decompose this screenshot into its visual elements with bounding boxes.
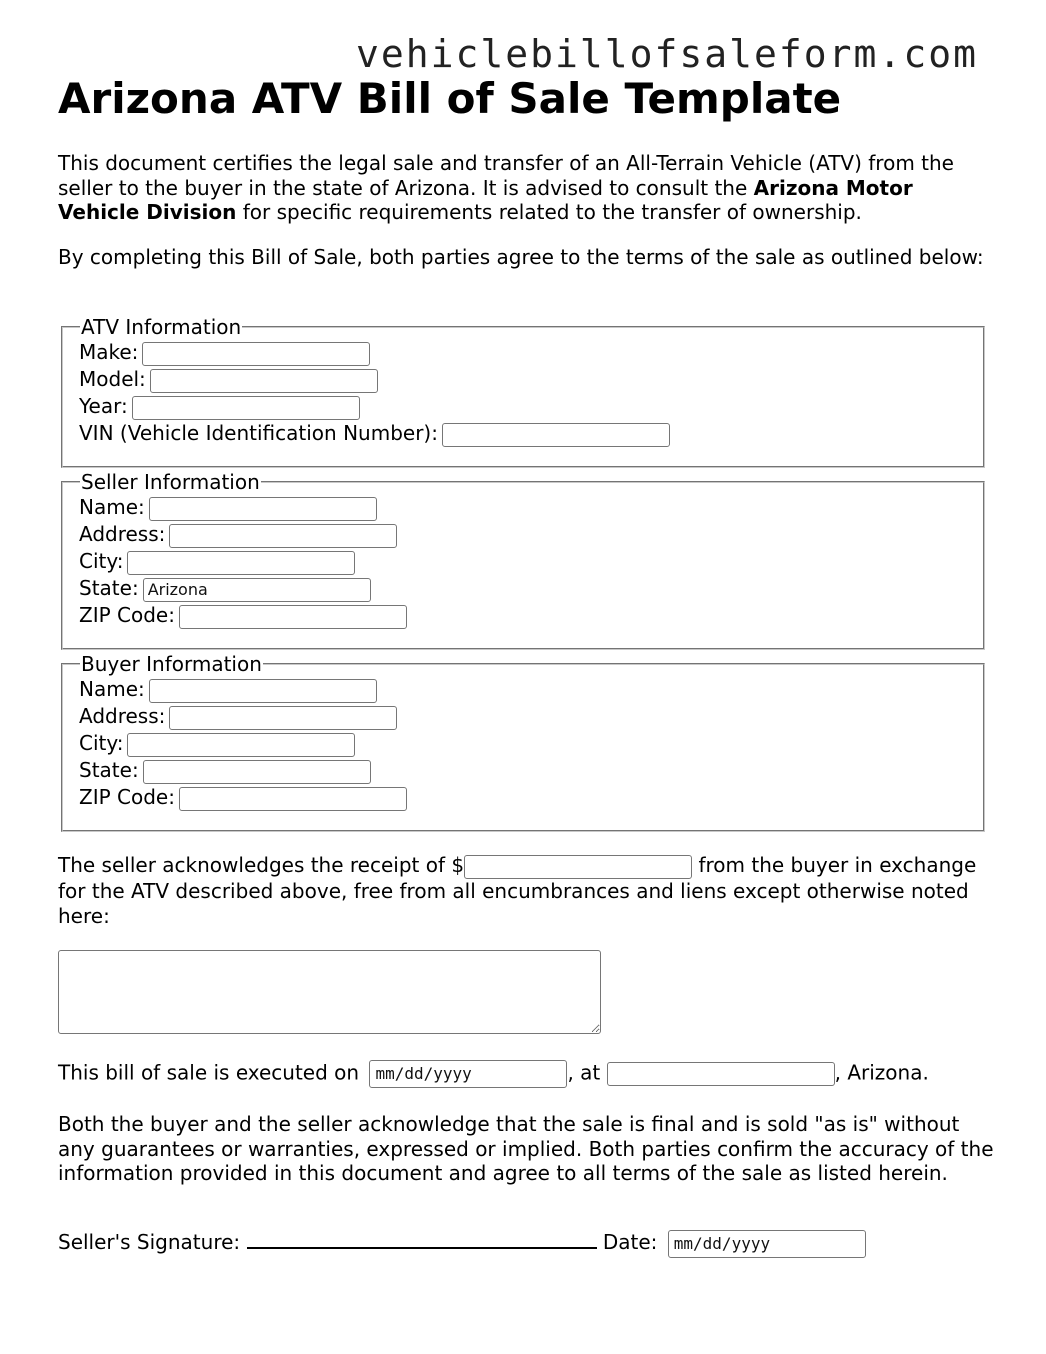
seller-city-row xyxy=(79,548,983,575)
signature-date-label: Date: xyxy=(596,1230,664,1254)
seller-state-row xyxy=(79,575,983,602)
buyer-name-input[interactable] xyxy=(149,679,377,703)
seller-address-row xyxy=(79,521,983,548)
buyer-address-label: Address: xyxy=(79,704,166,728)
payment-text: The seller acknowledges the receipt of $ xyxy=(58,853,465,877)
payment-text-end: from the buyer in exchange for the ATV described above, free from all encumbrances and liens except otherwise noted here: xyxy=(58,853,977,928)
seller-info-legend: Seller Information xyxy=(81,470,260,494)
signature-date-input[interactable]: mm/dd/yyyy xyxy=(668,1230,866,1258)
seller-signature-line[interactable] xyxy=(247,1229,597,1249)
model-row xyxy=(79,366,983,393)
seller-info-section xyxy=(61,470,985,650)
execution-state-text: , Arizona. xyxy=(834,1060,929,1085)
seller-city-input[interactable] xyxy=(127,551,355,575)
make-row xyxy=(79,339,983,366)
model-label: Model: xyxy=(79,367,146,391)
seller-zip-row xyxy=(79,602,983,629)
execution-text: This bill of sale is executed on xyxy=(58,1060,366,1085)
buyer-city-label: City: xyxy=(79,731,124,755)
buyer-zip-row xyxy=(79,784,983,811)
year-row xyxy=(79,393,983,420)
buyer-city-input[interactable] xyxy=(127,733,355,757)
seller-name-row xyxy=(79,494,983,521)
vin-label: VIN (Vehicle Identification Number): xyxy=(79,421,438,445)
buyer-zip-input[interactable] xyxy=(179,787,407,811)
seller-address-input[interactable] xyxy=(169,524,397,548)
final-statement: Both the buyer and the seller acknowledge that the sale is final and is sold "as is" without any guarantees or warranties, expressed or implied. Both parties confirm the accuracy of the information provided in this document and agree to all terms of the sale as listed herein. xyxy=(58,1112,994,1185)
seller-name-label: Name: xyxy=(79,495,145,519)
execution-city-input[interactable] xyxy=(607,1062,835,1086)
buyer-state-label: State: xyxy=(79,758,139,782)
atv-info-legend: ATV Information xyxy=(81,315,242,339)
payment-amount-input[interactable] xyxy=(464,855,692,879)
seller-name-input[interactable] xyxy=(149,497,377,521)
year-label: Year: xyxy=(79,394,128,418)
seller-city-label: City: xyxy=(79,549,124,573)
buyer-state-row xyxy=(79,757,983,784)
buyer-address-row xyxy=(79,703,983,730)
year-input[interactable] xyxy=(132,396,360,420)
vin-input[interactable] xyxy=(442,423,670,447)
buyer-name-label: Name: xyxy=(79,677,145,701)
intro-paragraph xyxy=(58,151,998,225)
buyer-info-legend: Buyer Information xyxy=(81,652,262,676)
signature-row xyxy=(58,1229,866,1258)
execution-row xyxy=(58,1060,929,1088)
buyer-zip-label: ZIP Code: xyxy=(79,785,175,809)
intro-text-end: for specific requirements related to the transfer of ownership. xyxy=(236,200,862,224)
intro-bold-agency: Arizona Motor Vehicle Division xyxy=(58,175,913,224)
seller-state-label: State: xyxy=(79,576,139,600)
agreement-paragraph: By completing this Bill of Sale, both parties agree to the terms of the sale as outlined below: xyxy=(58,245,984,269)
buyer-address-input[interactable] xyxy=(169,706,397,730)
make-input[interactable] xyxy=(142,342,370,366)
intro-text: This document certifies the legal sale and transfer of an All-Terrain Vehicle (ATV) from the seller to the buyer in the state of Arizona. It is advised to consult the xyxy=(58,151,954,200)
buyer-city-row xyxy=(79,730,983,757)
site-watermark: vehiclebillofsaleform.com xyxy=(356,32,978,76)
page-title: Arizona ATV Bill of Sale Template xyxy=(58,74,842,123)
model-input[interactable] xyxy=(150,369,378,393)
buyer-state-input[interactable] xyxy=(143,760,371,784)
seller-zip-label: ZIP Code: xyxy=(79,603,175,627)
buyer-name-row xyxy=(79,676,983,703)
seller-state-input[interactable] xyxy=(143,578,371,602)
encumbrances-notes-textarea[interactable] xyxy=(58,950,601,1034)
execution-date-input[interactable]: mm/dd/yyyy xyxy=(369,1060,567,1088)
vin-row xyxy=(79,420,983,447)
seller-zip-input[interactable] xyxy=(179,605,407,629)
atv-info-section xyxy=(61,315,985,468)
seller-address-label: Address: xyxy=(79,522,166,546)
payment-paragraph xyxy=(58,853,998,930)
buyer-info-section xyxy=(61,652,985,832)
execution-at-text: , at xyxy=(567,1060,607,1085)
seller-signature-label: Seller's Signature: xyxy=(58,1230,247,1254)
make-label: Make: xyxy=(79,340,139,364)
